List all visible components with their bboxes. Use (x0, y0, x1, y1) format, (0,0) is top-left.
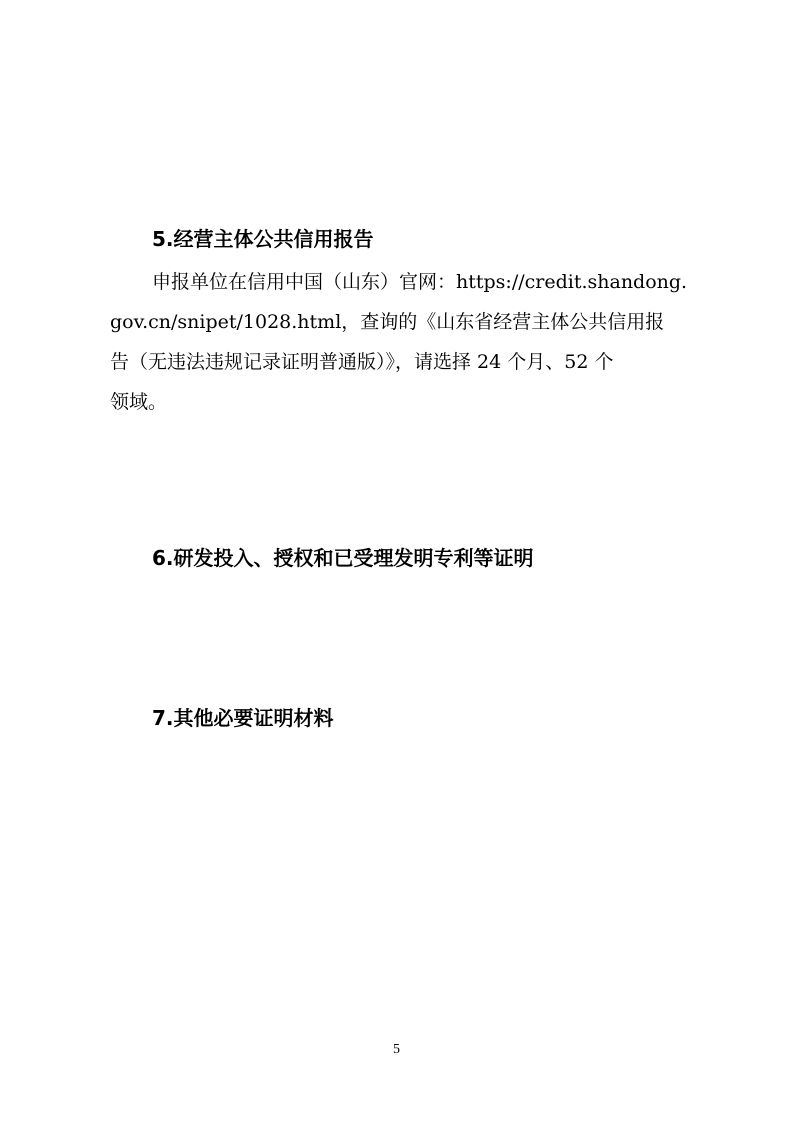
paragraph-line: 申报单位在信用中国（山东）官网：https://credit.shandong. (152, 271, 688, 293)
section-7-heading: 7.其他必要证明材料 (152, 706, 334, 730)
page-number: 5 (393, 1042, 400, 1057)
paragraph-line: 领域。 (110, 391, 168, 413)
section-5-heading: 5.经营主体公共信用报告 (152, 227, 374, 251)
paragraph-line: 告（无违法违规记录证明普通版）》，请选择 24 个月、52 个 (110, 351, 614, 373)
section-6-heading: 6.研发投入、授权和已受理发明专利等证明 (152, 546, 534, 570)
paragraph-line: gov.cn/snipet/1028.html，查询的《山东省经营主体公共信用报 (110, 311, 665, 333)
